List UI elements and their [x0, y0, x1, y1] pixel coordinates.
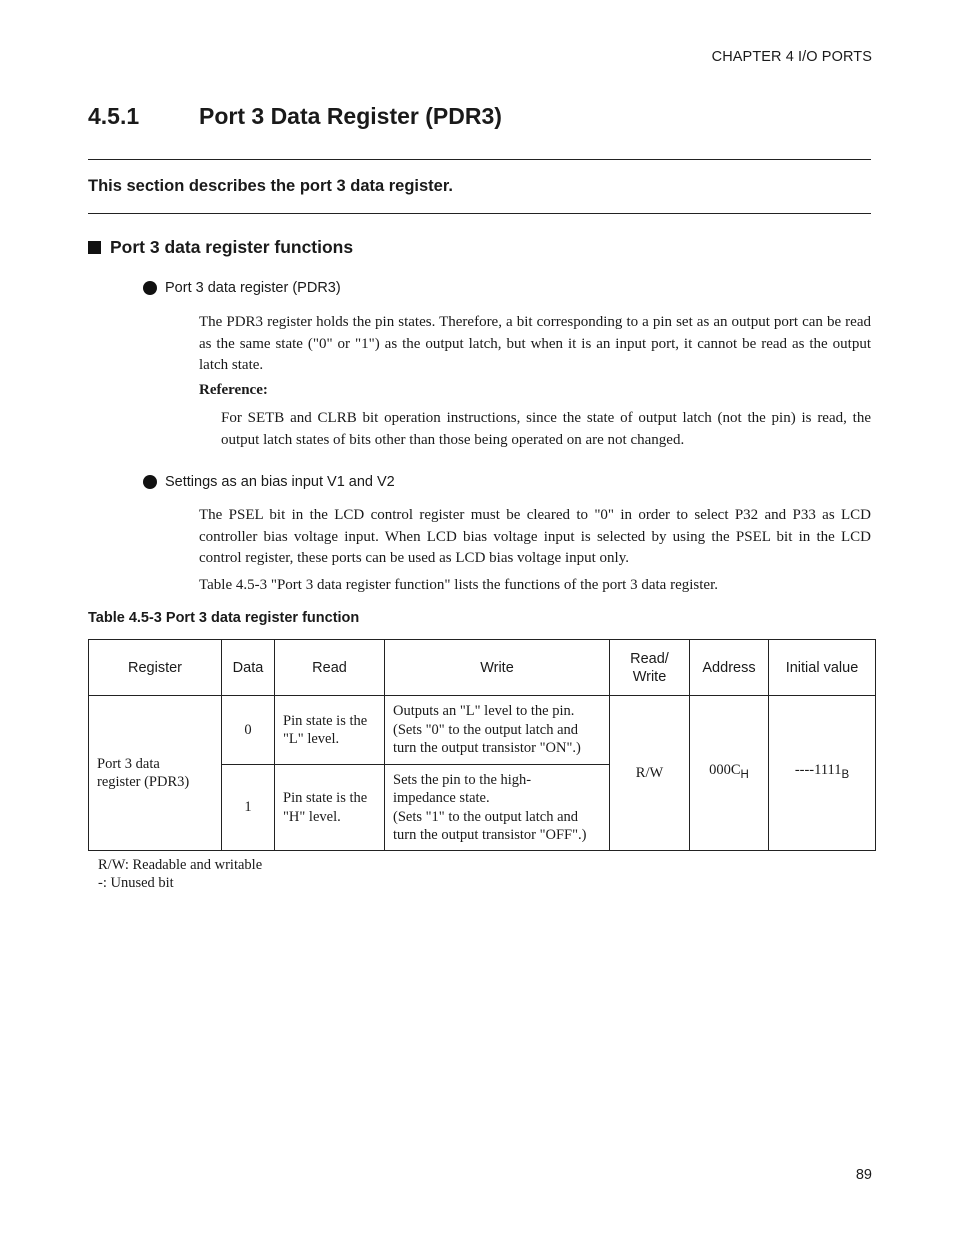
table-note: -: Unused bit [98, 875, 174, 891]
table-caption: Table 4.5-3 Port 3 data register function [88, 610, 360, 626]
read-line: "H" level. [283, 808, 341, 825]
section-number: 4.5.1 [88, 103, 140, 129]
table-row [89, 696, 876, 765]
header-data: Data [222, 640, 275, 696]
section-intro: This section describes the port 3 data register. [88, 177, 453, 195]
write-line: (Sets "0" to the output latch and [393, 721, 579, 738]
section-title: Port 3 Data Register (PDR3) [199, 103, 502, 129]
header-register: Register [89, 640, 222, 696]
cell-read-write: R/W [610, 696, 690, 851]
bullet-title: Settings as an bias input V1 and V2 [165, 474, 395, 490]
header-initial-value: Initial value [769, 640, 876, 696]
table-note: R/W: Readable and writable [98, 857, 263, 873]
reference-label: Reference: [199, 382, 268, 398]
read-line: Pin state is the [283, 712, 368, 729]
reference-text: For SETB and CLRB bit operation instructions, since the state of output latch (not the pin) is read, the output latch states of bits other than those being operated on are not changed. [221, 410, 871, 448]
write-line: Sets the pin to the high- [393, 771, 532, 788]
table-reference-paragraph: Table 4.5-3 "Port 3 data register function" lists the functions of the port 3 data register. [199, 577, 718, 593]
header-read-write [610, 640, 690, 696]
bullet-pdr3 [143, 280, 341, 296]
write-line: impedance state. [393, 790, 490, 806]
bias-paragraph: The PSEL bit in the LCD control register must be cleared to "0" in order to select P32 and P33 as LCD controller bias voltage input. When LCD bias voltage input is selected by using the PSEL bit in the LCD control register, these ports can be used as LCD bias voltage input only. [199, 507, 871, 567]
write-line: (Sets "1" to the output latch and [393, 808, 579, 825]
circle-bullet-icon [143, 475, 157, 489]
cell-initial-value [769, 696, 876, 851]
register-line1: Port 3 data [97, 755, 160, 772]
bullet-bias-input [143, 474, 395, 490]
cell-register [89, 696, 222, 851]
page-number: 89 [855, 1167, 872, 1183]
cell-address [690, 696, 769, 851]
write-line: Outputs an "L" level to the pin. [393, 703, 575, 720]
write-line: turn the output transistor "OFF".) [393, 827, 587, 843]
cell-data: 0 [222, 696, 275, 765]
address-suffix: H [740, 769, 749, 782]
address-value: 000C [709, 762, 741, 779]
register-line2: register (PDR3) [97, 774, 190, 790]
header-address: Address [690, 640, 769, 696]
cell-write [385, 765, 610, 851]
bottom-rule [88, 213, 871, 214]
chapter-header: CHAPTER 4 I/O PORTS [711, 49, 872, 65]
square-bullet-icon [88, 241, 101, 254]
circle-bullet-icon [143, 281, 157, 295]
cell-write [385, 696, 610, 765]
cell-read [275, 696, 385, 765]
port3-function-table [88, 639, 876, 851]
subsection-title: Port 3 data register functions [110, 237, 354, 257]
initial-value-suffix: B [841, 769, 850, 782]
read-line: "L" level. [283, 731, 340, 747]
top-rule [88, 159, 871, 160]
write-line: turn the output transistor "ON".) [393, 740, 581, 757]
table-header-row [89, 640, 876, 696]
bullet-title: Port 3 data register (PDR3) [165, 280, 341, 296]
header-write: Write [385, 640, 610, 696]
header-read-write-line1: Read/ [630, 650, 669, 667]
initial-value: ----1111 [794, 762, 842, 779]
cell-read [275, 765, 385, 851]
cell-data: 1 [222, 765, 275, 851]
section-heading [88, 103, 502, 130]
subsection-heading [88, 237, 353, 258]
pdr3-paragraph: The PDR3 register holds the pin states. Therefore, a bit corresponding to a pin set as an output port can be read as the same state ("0" or "1") as the output latch, but when it is an input port, it cannot be read as the output latch state. [199, 314, 871, 374]
read-line: Pin state is the [283, 790, 368, 806]
header-read: Read [275, 640, 385, 696]
header-read-write-line2: Write [632, 668, 667, 685]
